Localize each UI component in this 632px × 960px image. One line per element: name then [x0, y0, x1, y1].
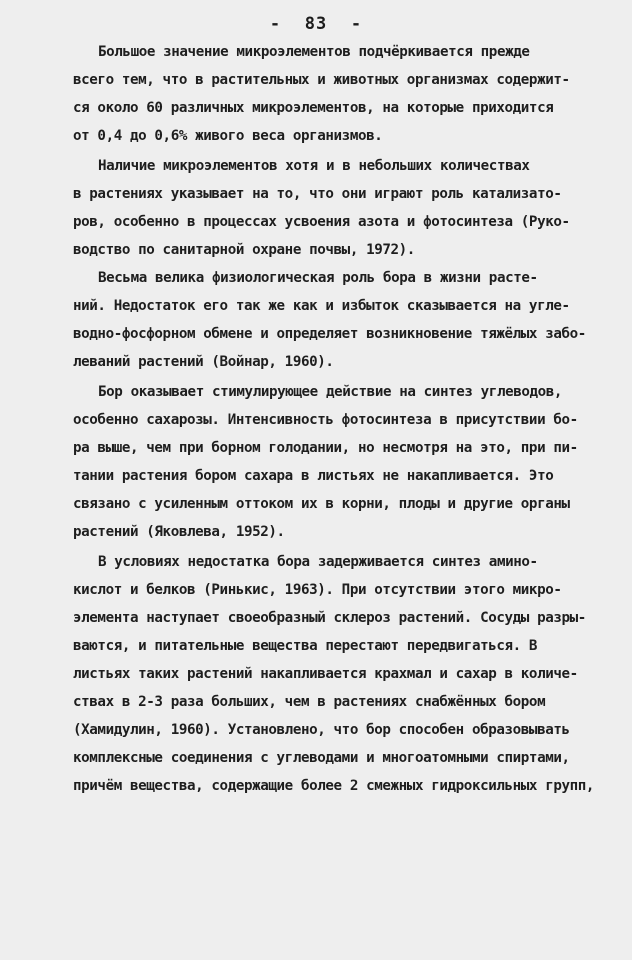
text-line: леваний растений (Войнар, 1960).	[73, 354, 334, 370]
page-number-dash-left: -	[269, 14, 282, 34]
page-number-header	[0, 14, 632, 34]
text-line: причём вещества, содержащие более 2 смежных гидроксильных групп,	[73, 778, 595, 794]
text-line: связано с усиленным оттоком их в корни, плоды и другие органы	[73, 496, 570, 512]
text-line: всего тем, что в растительных и животных организмах содержит-	[73, 72, 570, 88]
text-line: водство по санитарной охране почвы, 1972).	[73, 242, 415, 258]
text-line: тании растения бором сахара в листьях не накапливается. Это	[73, 468, 554, 484]
text-line: ствах в 2-3 раза больших, чем в растениях снабжённых бором	[73, 694, 546, 710]
text-line: Большое значение микроэлементов подчёркивается прежде	[98, 44, 530, 60]
text-line: кислот и белков (Ринькис, 1963). При отсутствии этого микро-	[73, 582, 562, 598]
page-number-dash-right: -	[350, 14, 363, 34]
text-line: В условиях недостатка бора задерживается синтез амино-	[98, 554, 538, 570]
text-line: Весьма велика физиологическая роль бора в жизни расте-	[98, 270, 538, 286]
text-line: в растениях указывает на то, что они играют роль катализато-	[73, 186, 562, 202]
text-line: ров, особенно в процессах усвоения азота и фотосинтеза (Руко-	[73, 214, 570, 230]
text-line: элемента наступает своеобразный склероз растений. Сосуды разры-	[73, 610, 586, 626]
text-line: ра выше, чем при борном голодании, но несмотря на это, при пи-	[73, 440, 578, 456]
page-number: 83	[304, 14, 328, 34]
text-line: от 0,4 до 0,6% живого веса организмов.	[73, 128, 383, 144]
text-line: листьях таких растений накапливается крахмал и сахар в количе-	[73, 666, 578, 682]
text-line: ваются, и питательные вещества перестают передвигаться. В	[73, 638, 538, 654]
text-line: ний. Недостаток его так же как и избыток сказывается на угле-	[73, 298, 570, 314]
text-line: растений (Яковлева, 1952).	[73, 524, 285, 540]
text-line: Бор оказывает стимулирующее действие на синтез углеводов,	[98, 384, 563, 400]
text-line: ся около 60 различных микроэлементов, на которые приходится	[73, 100, 554, 116]
text-line: Наличие микроэлементов хотя и в небольших количествах	[98, 158, 530, 174]
text-line: особенно сахарозы. Интенсивность фотосинтеза в присутствии бо-	[73, 412, 578, 428]
text-line: (Хамидулин, 1960). Установлено, что бор способен образовывать	[73, 722, 570, 738]
text-line: комплексные соединения с углеводами и многоатомными спиртами,	[73, 750, 570, 766]
text-line: водно-фосфорном обмене и определяет возникновение тяжёлых забо-	[73, 326, 586, 342]
